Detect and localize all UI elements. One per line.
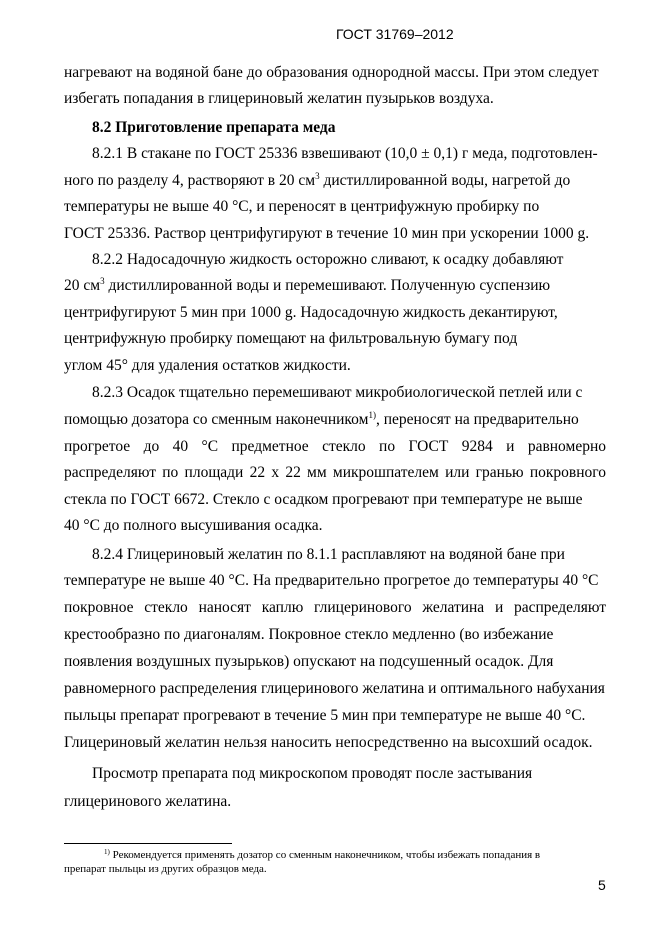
text-line: появления воздушных пузырьков) опускают на подсушенный осадок. Для: [64, 653, 554, 670]
text-line: нагревают на водяной бане до образования однородной массы. При этом следует: [64, 64, 599, 81]
footnote-divider: [64, 843, 232, 844]
text-line: 8.2.2 Надосадочную жидкость осторожно сливают, к осадку добавляют: [92, 251, 564, 268]
text-line: центрифугируют 5 мин при 1000 g. Надосадочную жидкость декантируют,: [64, 304, 558, 321]
superscript: 3: [315, 171, 320, 181]
text-line: температуре не выше 40 °С. На предварительно прогретое до температуры 40 °С: [64, 572, 599, 589]
text-line: 8.2.3 Осадок тщательно перемешивают микробиологической петлей или с: [92, 384, 583, 401]
text-line: глицеринового желатина.: [64, 793, 232, 810]
text-line: температуры не выше 40 °С, и переносят в центрифужную пробирку по: [64, 198, 540, 215]
text-line: Просмотр препарата под микроскопом проводят после застывания: [92, 765, 533, 782]
text-line: ного по разделу 4, растворяют в 20 $см^3$ дистиллированной воды, нагретой до: [64, 171, 571, 189]
superscript: 3: [100, 276, 105, 286]
text-line: распределяют по площади 22 х 22 мм микрошпателем или гранью покровного: [64, 464, 606, 481]
footnote-mark: 1): [104, 848, 110, 856]
footnote-text: Рекомендуется применять дозатор со сменным наконечником, чтобы избежать попадания в: [109, 849, 541, 861]
text-line: 8.2.1 В стакане по ГОСТ 25336 взвешивают (10,0 ± 0,1) г меда, подготовлен-: [92, 145, 598, 162]
text-line: Глицериновый желатин нельзя наносить непосредственно на высохший осадок.: [64, 734, 593, 751]
text-line: покровное стекло наносят каплю глицеринового желатина и распределяют: [64, 599, 606, 616]
standard-header: ГОСТ 31769–2012: [336, 26, 454, 42]
text-line: 20 $см^3$ дистиллированной воды и перемешивают. Полученную суспензию: [64, 276, 551, 294]
text-line: равномерного распределения глицеринового желатина и оптимального набухания: [64, 680, 605, 697]
text-line: помощью дозатора со сменным наконечником$^{1)}$, переносят на предварительно: [64, 410, 579, 428]
footnote-reference: 1): [368, 410, 376, 420]
section-heading: 8.2 Приготовление препарата меда: [92, 119, 336, 136]
text-line: ГОСТ 25336. Раствор центрифугируют в течение 10 мин при ускорении 1000 g.: [64, 225, 590, 242]
footnote: [64, 848, 604, 876]
text-line: крестообразно по диагоналям. Покровное стекло медленно (во избежание: [64, 626, 554, 643]
text-line: стекла по ГОСТ 6672. Стекло с осадком прогревают при температуре не выше: [64, 491, 583, 508]
page-number: 5: [598, 877, 606, 893]
text-line: прогретое до 40 °С предметное стекло по ГОСТ 9284 и равномерно: [64, 438, 606, 455]
text-line: 40 °С до полного высушивания осадка.: [64, 517, 323, 534]
text-line: центрифужную пробирку помещают на фильтровальную бумагу под: [64, 330, 518, 347]
text-line: 8.2.4 Глицериновый желатин по 8.1.1 расплавляют на водяной бане при: [92, 546, 565, 563]
text-line: углом 45° для удаления остатков жидкости.: [64, 357, 351, 374]
text-line: избегать попадания в глицериновый желатин пузырьков воздуха.: [64, 90, 494, 107]
footnote-text: препарат пыльцы из других образцов меда.: [64, 863, 267, 875]
text-line: пыльцы препарат прогревают в течение 5 мин при температуре не выше 40 °С.: [64, 707, 586, 724]
